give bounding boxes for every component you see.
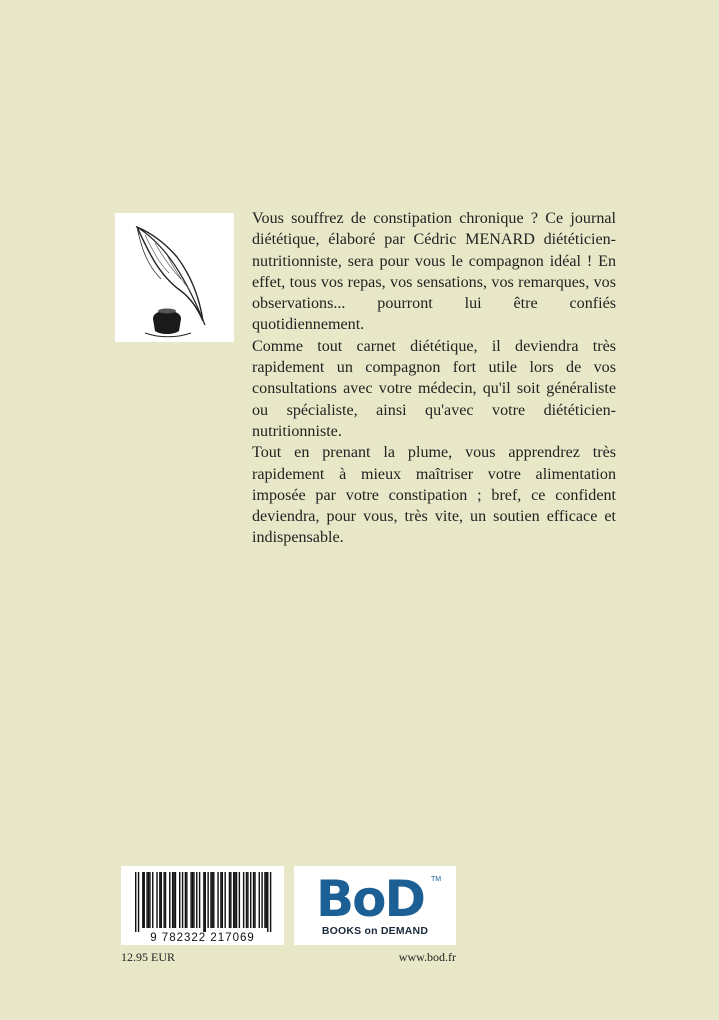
- barcode-bar: [233, 872, 234, 928]
- barcode-bar: [243, 872, 244, 928]
- barcode-bar: [217, 872, 218, 928]
- barcode-bar: [185, 872, 186, 928]
- bod-logo-text: BoD: [316, 870, 424, 928]
- barcode-bar: [163, 872, 164, 928]
- barcode-bar: [146, 872, 147, 928]
- barcode-bar: [239, 872, 240, 928]
- barcode-bar: [224, 872, 225, 928]
- barcode-bar: [190, 872, 191, 928]
- barcode-bar: [138, 872, 139, 932]
- barcode-bar: [267, 872, 268, 932]
- trademark: TM: [431, 876, 442, 883]
- barcode-bar: [212, 872, 213, 928]
- barcode-bar: [196, 872, 197, 928]
- barcode-bar: [207, 872, 208, 928]
- barcode-bar: [199, 872, 200, 928]
- barcode-bar: [250, 872, 251, 928]
- barcode-bar: [169, 872, 170, 928]
- barcode-bar: [144, 872, 145, 928]
- blurb-paragraph: Vous souffrez de constipation chronique ? Ce journal diététique, élaboré par Cédric MENARD diététicien-nutritionniste, sera pour vous le compagnon idéal ! En effet, tous vos repas, vos sensations, vos remarques, vos observations... pourront lui être confiés quotidiennement.: [252, 210, 616, 334]
- barcode-bar: [253, 872, 254, 928]
- barcode-bar: [246, 872, 247, 928]
- price: 12.95 EUR: [121, 950, 175, 964]
- publisher-logo: [294, 866, 456, 945]
- barcode-bar: [205, 872, 206, 932]
- barcode-bar: [161, 872, 162, 928]
- isbn-barcode: [121, 866, 284, 945]
- barcode-bar: [270, 872, 271, 932]
- barcode-bar: [193, 872, 194, 928]
- quill-inkwell-icon: [115, 213, 234, 342]
- barcode-graphic: [121, 866, 284, 945]
- barcode-bar: [148, 872, 149, 928]
- barcode-bar: [159, 872, 160, 928]
- barcode-bar: [142, 872, 143, 928]
- barcode-bar: [203, 872, 204, 932]
- barcode-bar: [165, 872, 166, 928]
- publisher-tagline: BOOKS on DEMAND: [321, 925, 429, 937]
- barcode-bar: [264, 872, 265, 928]
- barcode-bar: [254, 872, 255, 928]
- barcode-bar: [261, 872, 262, 928]
- barcode-bar: [236, 872, 237, 928]
- back-cover-blurb: [252, 208, 616, 549]
- barcode-bar: [149, 872, 150, 928]
- barcode-bar: [175, 872, 176, 928]
- blurb-paragraph: Tout en prenant la plume, vous apprendrez très rapidement à mieux maîtriser votre alimentation imposée par votre constipation ; bref, ce confident deviendra, pour vous, très vite, un soutien efficace et indispensable.: [252, 444, 616, 547]
- barcode-bar: [234, 872, 235, 928]
- barcode-bar: [222, 872, 223, 928]
- barcode-bar: [182, 872, 183, 928]
- barcode-bar: [152, 872, 153, 928]
- barcode-bar: [213, 872, 214, 928]
- publisher-website: www.bod.fr: [398, 950, 456, 964]
- barcode-bar: [210, 872, 211, 928]
- barcode-bar: [192, 872, 193, 928]
- barcode-bar: [247, 872, 248, 928]
- barcode-bar: [186, 872, 187, 928]
- barcode-bar: [220, 872, 221, 928]
- barcode-bar: [230, 872, 231, 928]
- barcode-bar: [266, 872, 267, 928]
- barcode-bar: [259, 872, 260, 928]
- barcode-bar: [172, 872, 173, 928]
- barcode-bar: [173, 872, 174, 928]
- blurb-paragraph: Comme tout carnet diététique, il deviendra très rapidement un compagnon fort utile lors de vos consultations avec votre médecin, qu'il soit généraliste ou spécialiste, ainsi qu'avec votre diététicien-nutritionniste.: [252, 337, 616, 440]
- barcode-bar: [179, 872, 180, 928]
- barcode-bar: [229, 872, 230, 928]
- barcode-digits: 9 782322 217069: [150, 932, 255, 944]
- quill-illustration: [115, 213, 234, 342]
- barcode-bar: [156, 872, 157, 928]
- barcode-bar: [135, 872, 136, 932]
